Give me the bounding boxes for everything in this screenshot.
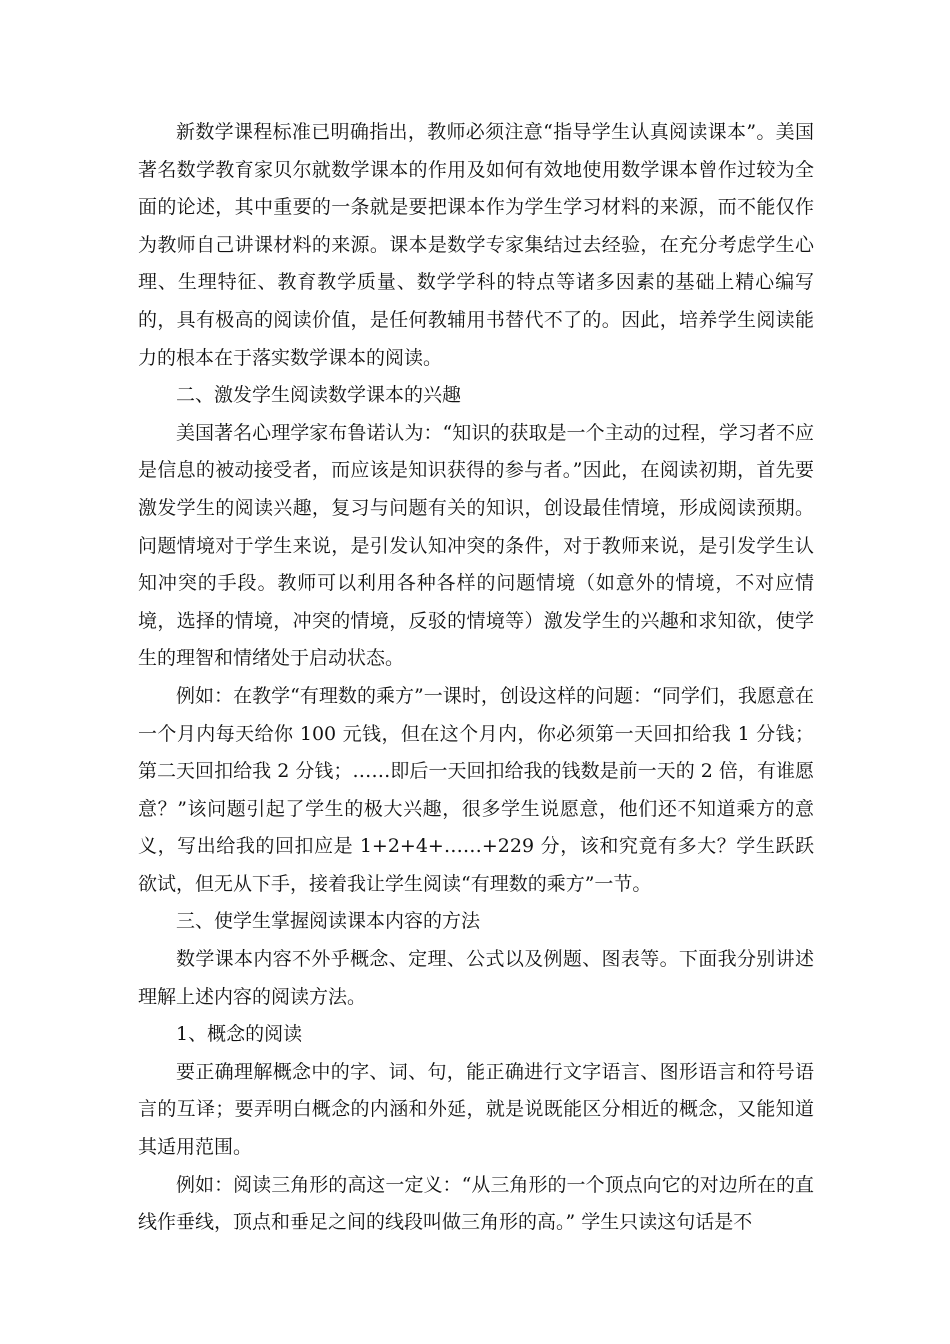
paragraph-content-types: 数学课本内容不外乎概念、定理、公式以及例题、图表等。下面我分别讲述理解上述内容的阅读方法。 [138,948,814,1008]
paragraph-example-exponent: 例如：在教学“有理数的乘方”一课时，创设这样的问题：“同学们，我愿意在一个月内每天给你 100 元钱，但在这个月内，你必须第一天回扣给我 1 分钱；第二天回扣给我 2 分钱；……即后一天回扣给我的钱数是前一天的 2 倍，有谁愿意？”该问题引起了学生的极大兴趣，很多学生说愿意，他们还不知道乘方的意义，写出给我的回扣应是 1+2+4+……+229 分，该和究竟有多大？学生跃跃欲试，但无从下手，接着我让学生阅读“有理数的乘方”一节。 [138,684,814,895]
paragraph-example-triangle-height: 例如：阅读三角形的高这一定义：“从三角形的一个顶点向它的对边所在的直线作垂线，顶点和垂足之间的线段叫做三角形的高。” 学生只读这句话是不 [138,1173,814,1234]
subsection-heading-concepts: 1、概念的阅读 [176,1023,303,1046]
paragraph-intro: 新数学课程标准已明确指出，教师必须注意“指导学生认真阅读课本”。美国著名数学教育家贝尔就数学课本的作用及如何有效地使用数学课本曾作过较为全面的论述，其中重要的一条就是要把课本作为学生学习材料的来源，而不能仅作为教师自己讲课材料的来源。课本是数学专家集结过去经验，在充分考虑学生心理、生理特征、教育教学质量、数学学科的特点等诸多因素的基础上精心编写的，具有极高的阅读价值，是任何教辅用书替代不了的。因此，培养学生阅读能力的根本在于落实数学课本的阅读。 [138,121,814,369]
section-heading-3: 三、使学生掌握阅读课本内容的方法 [176,910,481,933]
document-body [138,114,814,1242]
paragraph-bruner-quote: 美国著名心理学家布鲁诺认为：“知识的获取是一个主动的过程，学习者不应是信息的被动接受者，而应该是知识获得的参与者。”因此，在阅读初期，首先要激发学生的阅读兴趣，复习与问题有关的知识，创设最佳情境，形成阅读预期。问题情境对于学生来说，是引发认知冲突的条件，对于教师来说，是引发学生认知冲突的手段。教师可以利用各种各样的问题情境（如意外的情境，不对应情境，选择的情境，冲突的情境，反驳的情境等）激发学生的兴趣和求知欲，使学生的理智和情绪处于启动状态。 [138,421,814,670]
paragraph-concept-reading: 要正确理解概念中的字、词、句，能正确进行文字语言、图形语言和符号语言的互译；要弄明白概念的内涵和外延，就是说既能区分相近的概念，又能知道其适用范围。 [138,1060,814,1159]
section-heading-2: 二、激发学生阅读数学课本的兴趣 [176,384,462,407]
